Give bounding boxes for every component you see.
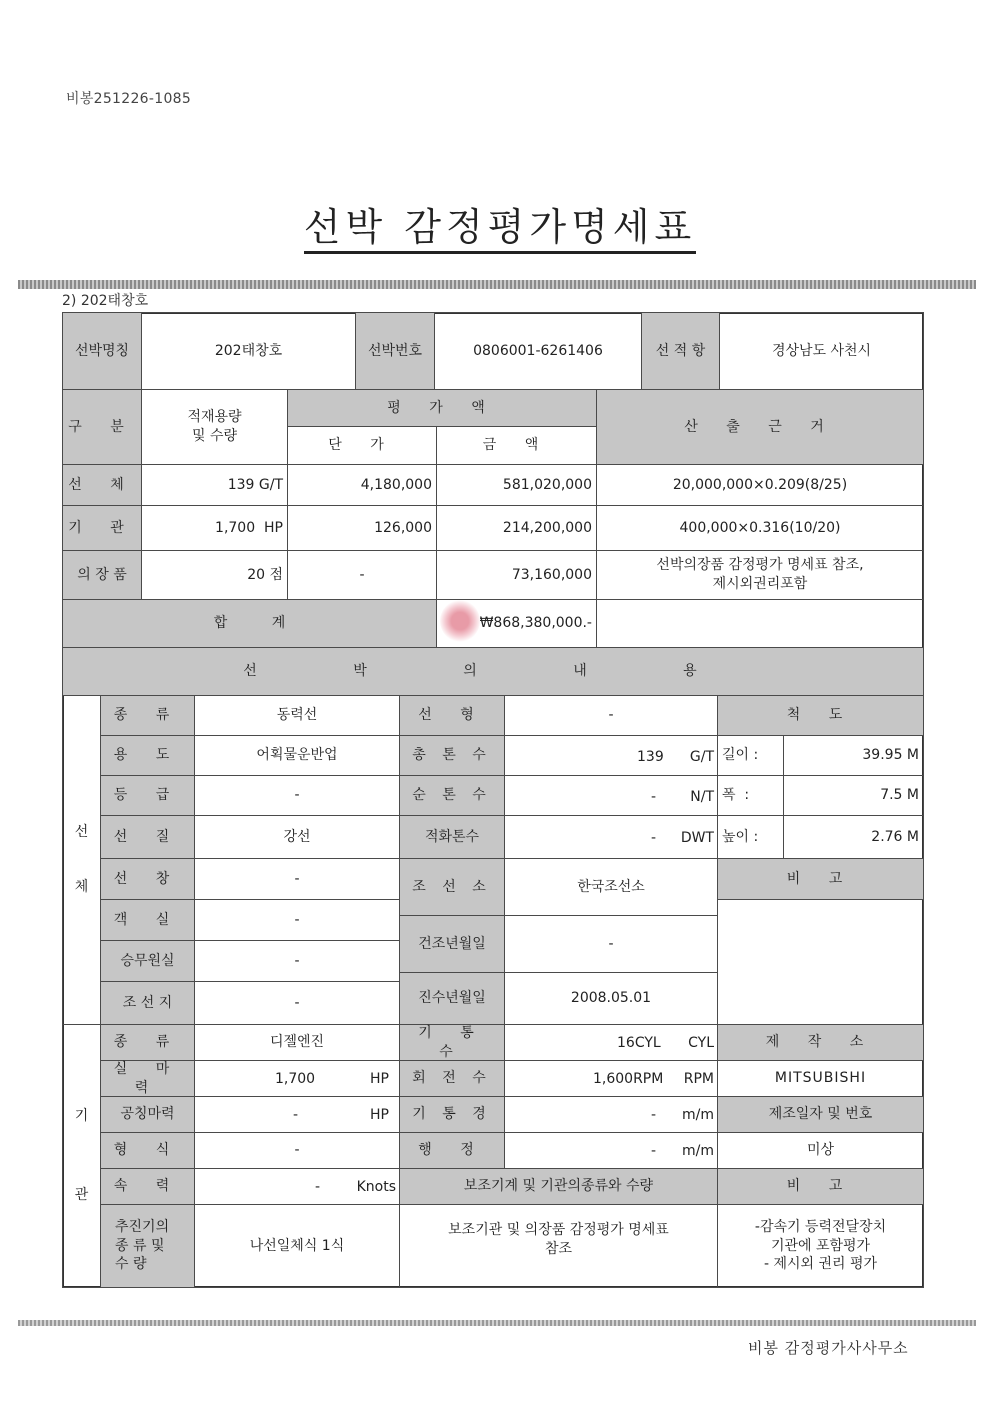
dimension-label: 길이 :	[717, 735, 784, 776]
engine-value	[194, 1024, 400, 1061]
hull-value-2	[504, 735, 718, 776]
speed-num: -	[315, 1179, 321, 1195]
hull-label: 조 선 지	[100, 981, 195, 1025]
eval-row-basis: 20,000,000×0.209(8/25)	[596, 464, 924, 506]
launch-date-value: 2008.05.01	[504, 972, 718, 1025]
hull-value-2-num: -	[651, 789, 657, 805]
engine-label-2: 기 통 수	[399, 1024, 505, 1061]
manufacturer-value: MITSUBISHI	[717, 1060, 924, 1097]
engine-value-num: -	[293, 1107, 299, 1123]
engine-value-text: -	[294, 1142, 300, 1159]
manufacturer-label: 제 작 소	[717, 1024, 924, 1061]
dimension-header: 척 도	[717, 695, 924, 736]
hull-value-2-num: -	[651, 830, 657, 846]
engine-label: 종 류	[100, 1024, 195, 1061]
engine-value-unit: HP	[370, 1071, 389, 1087]
hull-label-2: 총 톤 수	[399, 735, 505, 776]
valuation-header: 평 가 액	[287, 389, 597, 427]
engine-remark-label: 비 고	[717, 1168, 924, 1205]
hull-label: 선 질	[100, 815, 195, 859]
eval-row-label: 기 관	[62, 505, 142, 551]
dimension-label: 폭 :	[717, 775, 784, 816]
speed-value	[194, 1168, 400, 1205]
dimension-value: 39.95 M	[783, 735, 924, 776]
home-port-label: 선 적 항	[641, 312, 720, 390]
eval-row-unit-price: -	[287, 550, 437, 600]
vessel-number-label: 선박번호	[355, 312, 435, 390]
content-header	[62, 647, 924, 696]
seal-stamp	[440, 600, 480, 642]
speed-label: 속 력	[100, 1168, 195, 1205]
hull-value: -	[194, 899, 400, 941]
vessel-name-value: 202태창호	[141, 312, 356, 390]
engine-value	[194, 1096, 400, 1133]
hull-value: -	[194, 858, 400, 900]
build-date-value: -	[504, 915, 718, 973]
engine-value-2-num: -	[651, 1107, 657, 1123]
engine-value-2	[504, 1024, 718, 1061]
mfg-date-value: 미상	[717, 1132, 924, 1169]
hull-value-2	[504, 695, 718, 736]
hull-remark-header: 비 고	[717, 858, 924, 900]
engine-label-2: 기 통 경	[399, 1096, 505, 1133]
hull-side-label	[62, 695, 101, 1025]
aux-machinery-label: 보조기계 및 기관의종류와 수량	[399, 1168, 718, 1205]
hull-value: -	[194, 981, 400, 1025]
hull-side-char-2: 체	[74, 879, 89, 895]
engine-label: 형 식	[100, 1132, 195, 1169]
eval-row-basis: 400,000×0.316(10/20)	[596, 505, 924, 551]
dimension-value: 2.76 M	[783, 815, 924, 859]
eval-row-capacity: 1,700 HP	[141, 505, 288, 551]
hull-label-2: 선 형	[399, 695, 505, 736]
hull-value-2-text: -	[608, 707, 614, 724]
capacity-header: 적재용량 및 수량	[141, 389, 288, 465]
build-date-label: 건조년월일	[399, 915, 505, 973]
basis-header: 산 출 근 거	[596, 389, 924, 465]
eval-row-amount: 214,200,000	[436, 505, 597, 551]
hull-side-char-1: 선	[74, 824, 89, 841]
engine-value-2-unit: RPM	[683, 1071, 714, 1087]
engine-value-2-unit: CYL	[688, 1035, 714, 1051]
office-name: 비봉 감정평가사사무소	[748, 1339, 909, 1357]
engine-label: 실 마 력	[100, 1060, 195, 1097]
hull-value-2-unit: N/T	[690, 789, 714, 805]
engine-side-label	[62, 1024, 101, 1288]
engine-value-num: 1,700	[275, 1071, 316, 1087]
document-number: 비봉251226-1085	[66, 91, 192, 107]
hull-value-2-unit: DWT	[680, 830, 714, 846]
eval-row-capacity: 139 G/T	[141, 464, 288, 506]
hull-label: 등 급	[100, 775, 195, 816]
total-blank	[596, 599, 924, 648]
footer-band	[18, 1320, 976, 1326]
hull-label: 용 도	[100, 735, 195, 776]
propeller-value: 나선일체식 1식	[194, 1204, 400, 1288]
hull-value: -	[194, 775, 400, 816]
engine-value	[194, 1060, 400, 1097]
hull-remark-body	[717, 899, 924, 1025]
mfg-date-label: 제조일자 및 번호	[717, 1096, 924, 1133]
section-label: 2) 202태창호	[62, 293, 149, 309]
engine-label-2: 회 전 수	[399, 1060, 505, 1097]
builder-label: 조 선 소	[399, 858, 505, 916]
dimension-value: 7.5 M	[783, 775, 924, 816]
engine-label-2: 행 정	[399, 1132, 505, 1169]
document-title	[0, 196, 1000, 251]
speed-unit: Knots	[356, 1179, 396, 1195]
eval-row-amount: 73,160,000	[436, 550, 597, 600]
vessel-number-value: 0806001-6261406	[434, 312, 642, 390]
engine-value-2	[504, 1096, 718, 1133]
hull-label-2: 적화톤수	[399, 815, 505, 859]
hull-value-2	[504, 815, 718, 859]
hull-label-2: 순 톤 수	[399, 775, 505, 816]
engine-side-char-1: 기	[74, 1108, 89, 1125]
engine-value	[194, 1132, 400, 1169]
total-label: 합 계	[62, 599, 437, 648]
eval-row-label: 선 체	[62, 464, 142, 506]
eval-row-unit-price: 126,000	[287, 505, 437, 551]
engine-value-2-num: 1,600RPM	[593, 1071, 664, 1087]
aux-machinery-value: 보조기관 및 의장품 감정평가 명세표 참조	[399, 1204, 718, 1288]
hull-value-2-num: 139	[637, 749, 664, 765]
hull-value-2	[504, 775, 718, 816]
engine-value-2-unit: m/m	[682, 1143, 714, 1159]
amount-header: 금 액	[436, 426, 597, 465]
eval-row-unit-price: 4,180,000	[287, 464, 437, 506]
propeller-label: 추진기의 종 류 및 수 량	[100, 1204, 195, 1288]
eval-row-amount: 581,020,000	[436, 464, 597, 506]
engine-value-unit: HP	[370, 1107, 389, 1123]
document-title-text: 선박 감정평가명세표	[304, 205, 696, 254]
engine-value-text: 디젤엔진	[269, 1034, 325, 1051]
engine-side-char-2: 관	[74, 1187, 89, 1203]
engine-remark-value: -감속기 등력전달장치 기관에 포함평가 - 제시외 권리 평가	[717, 1204, 924, 1288]
engine-value-2-num: 16CYL	[617, 1035, 661, 1051]
hull-value: -	[194, 940, 400, 982]
hull-label: 선 창	[100, 858, 195, 900]
launch-date-label: 진수년월일	[399, 972, 505, 1025]
eval-row-basis: 선박의장품 감정평가 명세표 참조, 제시외권리포함	[596, 550, 924, 600]
eval-row-label: 의 장 품	[62, 550, 142, 600]
engine-label: 공칭마력	[100, 1096, 195, 1133]
hull-label: 승무원실	[100, 940, 195, 982]
builder-value: 한국조선소	[504, 858, 718, 916]
content-header-text: 선 박 의 내 용	[243, 663, 743, 680]
engine-value-2-num: -	[651, 1143, 657, 1159]
hull-value: 강선	[194, 815, 400, 859]
hull-label: 객 실	[100, 899, 195, 941]
header-band	[18, 280, 976, 289]
dimension-label: 높이 :	[717, 815, 784, 859]
engine-value-2	[504, 1132, 718, 1169]
total-amount: ₩868,380,000.-	[436, 599, 597, 648]
hull-value-2-unit: G/T	[689, 749, 714, 765]
category-header: 구 분	[62, 389, 142, 465]
unit-price-header: 단 가	[287, 426, 437, 465]
home-port-value: 경상남도 사천시	[719, 312, 924, 390]
hull-value: 어획물운반업	[194, 735, 400, 776]
engine-value-2-unit: m/m	[682, 1107, 714, 1123]
eval-row-capacity: 20 점	[141, 550, 288, 600]
engine-value-2	[504, 1060, 718, 1097]
vessel-name-label: 선박명칭	[62, 312, 142, 390]
hull-label: 종 류	[100, 695, 195, 736]
hull-value: 동력선	[194, 695, 400, 736]
